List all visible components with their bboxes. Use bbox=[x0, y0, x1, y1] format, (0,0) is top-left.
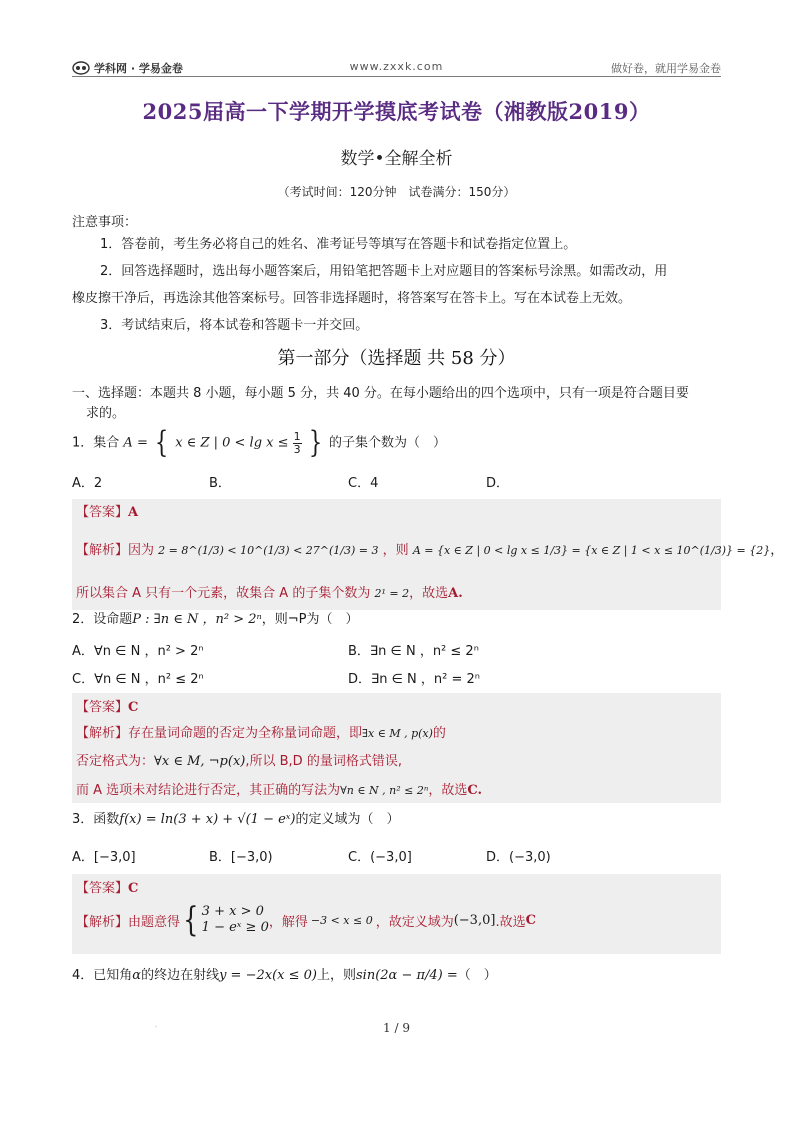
system-row: 3 + x > 0 bbox=[201, 904, 264, 919]
q1-option-c[interactable]: C．4 bbox=[348, 476, 379, 491]
analysis-text: 因为 bbox=[128, 543, 155, 558]
q1-set-name: A = bbox=[123, 435, 148, 451]
system-row: 1 − eˣ ≥ 0 bbox=[201, 920, 269, 935]
analysis-text: .故选 bbox=[495, 914, 526, 930]
q1-fraction bbox=[293, 431, 302, 456]
section-heading: 第一部分（选择题 共 58 分） bbox=[277, 348, 516, 369]
site-url[interactable]: www.zxxk.com bbox=[349, 60, 444, 73]
q2-proposition: P : ∃n ∈ N ，n² > 2ⁿ bbox=[132, 612, 262, 627]
notice-heading: 注意事项： bbox=[72, 215, 138, 230]
analysis-text: 否定格式为： bbox=[76, 754, 155, 769]
q3-option-b[interactable]: B．[−3,0) bbox=[209, 850, 273, 865]
analysis-math: −3 < x ≤ 0 bbox=[310, 913, 373, 927]
page-header bbox=[72, 58, 721, 78]
header-slogan: 做好卷，就用学易金卷 bbox=[611, 62, 721, 75]
q4-text: 上，则 bbox=[316, 968, 356, 983]
q2-option-c[interactable]: C．∀n ∈ N ，n² ≤ 2ⁿ bbox=[72, 672, 204, 687]
analysis-math: A = {x ∈ Z | 0 < lg x ≤ 1/3} = {x ∈ Z | 1 < x ≤ 10^(1/3)} = {2} bbox=[412, 544, 771, 557]
q3-answer bbox=[76, 877, 138, 896]
brand-name: 学科网 · 学易金卷 bbox=[94, 62, 183, 75]
q2-option-d[interactable]: D．∃n ∈ N ，n² = 2ⁿ bbox=[348, 672, 480, 687]
answer-tag: 【答案】 bbox=[76, 700, 129, 715]
analysis-math: 2 = 8^(1/3) < 10^(1/3) < 27^(1/3) = 3 bbox=[158, 544, 379, 557]
question-1-stem bbox=[72, 425, 721, 460]
analysis-text: ，故定义域为 bbox=[375, 914, 454, 930]
q3-option-c[interactable]: C．(−3,0] bbox=[348, 850, 412, 865]
analysis-answer: A. bbox=[448, 586, 463, 601]
question-4-stem bbox=[72, 963, 721, 989]
notice-item: 2．回答选择题时，选出每小题答案后，用铅笔把答题卡上对应题目的答案标号涂黑。如需改动，用 bbox=[100, 264, 668, 279]
question-2-stem bbox=[72, 610, 721, 630]
q2-option-a[interactable]: A．∀n ∈ N ，n² > 2ⁿ bbox=[72, 644, 204, 659]
q1-option-d[interactable]: D． bbox=[486, 476, 510, 491]
answer-tag: 【答案】 bbox=[76, 505, 129, 520]
q3-option-a[interactable]: A．[−3,0] bbox=[72, 850, 136, 865]
analysis-text: ，故选 bbox=[409, 586, 449, 601]
analysis-math: ∀x ∈ M, ¬p(x) bbox=[154, 754, 246, 769]
frac-num: 1 bbox=[293, 429, 301, 443]
page-subtitle: 数学•全解全析 bbox=[340, 149, 453, 169]
analysis-text: 的 bbox=[432, 726, 446, 741]
q2-analysis-line bbox=[76, 779, 482, 798]
q1-prompt: 的子集个数为（ ） bbox=[329, 435, 447, 451]
analysis-math: (−3,0] bbox=[453, 912, 496, 928]
right-brace: } bbox=[308, 425, 323, 460]
analysis-text: 所以集合 A 只有一个元素，故集合 A 的子集个数为 bbox=[76, 586, 371, 601]
q4-alpha: α bbox=[132, 968, 142, 983]
question-3-stem bbox=[72, 810, 721, 830]
q2-number: 2．设命题 bbox=[72, 612, 133, 627]
instructions bbox=[72, 384, 721, 424]
analysis-math: 2¹ = 2 bbox=[374, 587, 410, 600]
q1-number: 1．集合 bbox=[72, 435, 120, 451]
notice-item: 1．答卷前，考生务必将自己的姓名、准考证号等填写在答题卡和试卷指定位置上。 bbox=[100, 237, 577, 252]
system-brace: { bbox=[183, 900, 199, 940]
notice-item: 3．考试结束后，将本试卷和答题卡一并交回。 bbox=[100, 318, 369, 333]
analysis-tag: 【解析】 bbox=[76, 726, 129, 741]
q2-analysis-line bbox=[76, 750, 402, 769]
instructions-line: 求的。 bbox=[86, 406, 126, 421]
q3-function: f(x) = ln(3 + x) + √(1 − eˣ) bbox=[119, 812, 296, 827]
notice-item: 橡皮擦干净后，再选涂其他答案标号。回答非选择题时，将答案写在答卡上。写在本试卷上无效。 bbox=[72, 291, 632, 306]
q1-option-a[interactable]: A．2 bbox=[72, 476, 103, 491]
q1-analysis-line: 【解析】因为 2 = 8^(1/3) < 10^(1/3) < 27^(1/3) = 3 ，则 A = {x ∈ Z | 0 < lg x ≤ 1/3} = {x ∈ Z | 1 < x ≤ 10^(1/3)} = {2}， bbox=[76, 543, 784, 558]
q4-text: 的终边在射线 bbox=[141, 968, 220, 983]
margin-mark: ' bbox=[155, 1025, 157, 1033]
answer-value: C bbox=[128, 700, 139, 715]
analysis-text: ，故选 bbox=[428, 783, 468, 798]
q1-answer bbox=[76, 501, 138, 520]
analysis-text: ,所以 B,D 的量词格式错误, bbox=[245, 754, 402, 769]
page-number: 1 / 9 bbox=[383, 1021, 410, 1035]
analysis-text: 而 A 选项未对结论进行否定，其正确的写法为 bbox=[76, 783, 341, 798]
q1-analysis-line bbox=[76, 582, 463, 601]
analysis-answer: C bbox=[525, 912, 536, 928]
left-brace: { bbox=[154, 425, 169, 460]
q2-prompt: ，则¬P为（ ） bbox=[261, 612, 359, 627]
q3-analysis-line bbox=[76, 900, 536, 940]
q3-option-d[interactable]: D．(−3,0) bbox=[486, 850, 551, 865]
analysis-tag: 【解析】 bbox=[76, 914, 129, 930]
answer-value: C bbox=[128, 881, 139, 896]
analysis-text: 由题意得 bbox=[128, 914, 181, 930]
q2-analysis-line bbox=[76, 722, 446, 741]
q2-option-b[interactable]: B．∃n ∈ N ，n² ≤ 2ⁿ bbox=[348, 644, 479, 659]
analysis-math: ∃x ∈ M , p(x) bbox=[362, 727, 433, 740]
q4-number: 4．已知角 bbox=[72, 968, 133, 983]
analysis-tag: 【解析】 bbox=[76, 543, 129, 558]
instructions-line: 一、选择题：本题共 8 小题，每小题 5 分，共 40 分。在每小题给出的四个选项中，只有一项是符合题目要 bbox=[72, 386, 689, 401]
equation-system bbox=[202, 904, 269, 936]
analysis-text: 存在量词命题的否定为全称量词命题，即 bbox=[128, 726, 363, 741]
q3-prompt: 的定义域为（ ） bbox=[295, 812, 400, 827]
page-title: 2025届高一下学期开学摸底考试卷（湘教版2019） bbox=[142, 99, 651, 124]
answer-value: A bbox=[128, 505, 139, 520]
q4-ray: y = −2x(x ≤ 0) bbox=[219, 968, 317, 983]
q1-option-b[interactable]: B． bbox=[209, 476, 231, 491]
q4-expression: sin(2α − π/4) = bbox=[356, 968, 458, 983]
analysis-math: ∀n ∈ N , n² ≤ 2ⁿ bbox=[340, 784, 429, 797]
header-divider bbox=[72, 76, 721, 77]
notice-list bbox=[72, 231, 721, 339]
analysis-text: ，解得 bbox=[268, 914, 308, 930]
q1-set-condition: x ∈ Z | 0 < lg x ≤ bbox=[175, 435, 289, 451]
q3-number: 3．函数 bbox=[72, 812, 120, 827]
q2-answer bbox=[76, 696, 138, 715]
q4-prompt: （ ） bbox=[457, 968, 497, 983]
frac-den: 3 bbox=[293, 442, 301, 456]
exam-meta: （考试时间：120分钟 试卷满分：150分） bbox=[277, 185, 516, 199]
answer-tag: 【答案】 bbox=[76, 881, 129, 896]
analysis-text: ，则 bbox=[382, 543, 409, 558]
analysis-answer: C. bbox=[467, 783, 482, 798]
